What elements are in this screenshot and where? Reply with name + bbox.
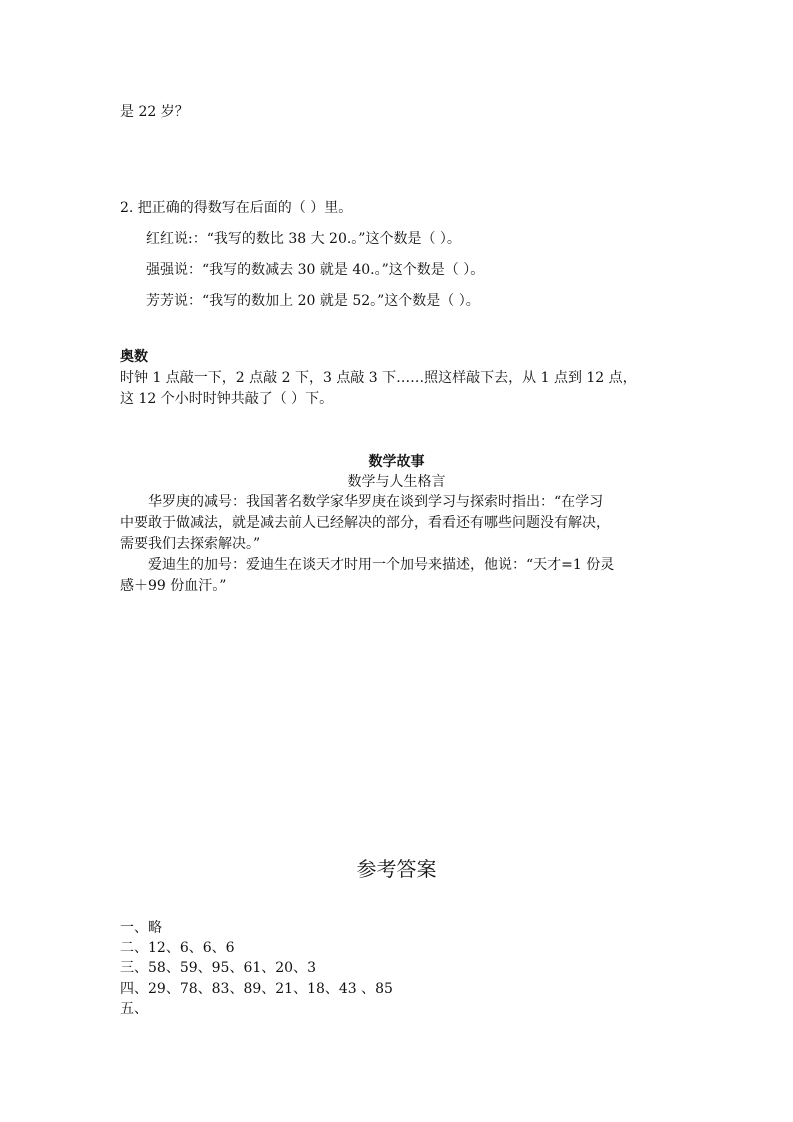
- question-2-item: 强强说：“我写的数减去 30 就是 40.。”这个数是（ ）。: [146, 262, 485, 278]
- question-2-item: 芳芳说：“我写的数加上 20 就是 52。”这个数是（ ）。: [146, 293, 480, 309]
- olympiad-line: 时钟 1 点敲一下，2 点敲 2 下，3 点敲 3 下……照这样敲下去，从 1 点到 12 点，: [120, 370, 637, 386]
- answer-item: 五、: [120, 1001, 148, 1017]
- olympiad-line: 这 12 个小时时钟共敲了（ ）下。: [120, 391, 334, 407]
- story-heading: 数学故事: [368, 454, 425, 470]
- question-2-item: 红红说:：“我写的数比 38 大 20.。”这个数是（ ）。: [146, 231, 461, 247]
- story-paragraph-line: 爱迪生的加号：爱迪生在谈天才时用一个加号来描述，他说：“天才=1 份灵: [148, 557, 615, 573]
- answer-item: 三、58、59、95、61、20、3: [120, 960, 316, 976]
- story-paragraph-line: 中要敢于做减法，就是减去前人已经解决的部分，看看还有哪些问题没有解决，: [120, 515, 610, 531]
- answer-item: 四、29、78、83、89、21、18、43 、85: [120, 981, 393, 997]
- answer-item: 二、12、6、6、6: [120, 940, 235, 956]
- answers-title: 参考答案: [356, 857, 437, 881]
- answer-item: 一、略: [120, 920, 162, 936]
- story-paragraph-line: 感＋99 份血汗。”: [120, 578, 227, 594]
- story-paragraph-line: 华罗庚的减号：我国著名数学家华罗庚在谈到学习与探索时指出：“在学习: [148, 494, 604, 510]
- olympiad-heading: 奥数: [120, 349, 148, 365]
- story-subheading: 数学与人生格言: [347, 474, 446, 490]
- question-2-heading: 2. 把正确的得数写在后面的（ ）里。: [120, 200, 353, 216]
- continuation-text: 是 22 岁？: [120, 104, 189, 120]
- story-paragraph-line: 需要我们去探索解决。”: [120, 536, 261, 552]
